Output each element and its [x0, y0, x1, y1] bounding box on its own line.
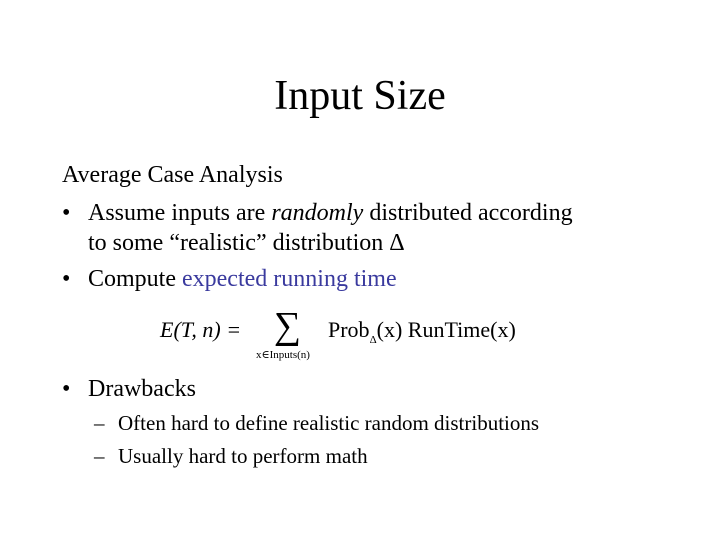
subbullet-hard-to-define: Often hard to define realistic random distributions [118, 411, 540, 435]
bullet-compute-expected [88, 264, 397, 294]
formula-lhs-text: E(T, n) = [160, 317, 242, 342]
bullet-drawbacks: Drawbacks [88, 376, 196, 402]
bullet-marker: • [62, 376, 71, 402]
formula-runtime: (x) RunTime(x) [376, 317, 516, 342]
subbullet-marker: – [94, 411, 105, 435]
section-heading: Average Case Analysis [62, 162, 283, 188]
bullet-marker: • [62, 266, 71, 292]
accent-expected-running-time: expected running time [182, 266, 397, 292]
bullet-text: distributed according [363, 200, 573, 226]
bullet-text: Compute [88, 266, 182, 292]
formula-lhs [160, 316, 241, 344]
bullet-marker: • [62, 200, 71, 226]
bullet-assume-inputs-continued: to some “realistic” distribution Δ [88, 230, 405, 256]
bullet-assume-inputs [88, 198, 573, 228]
summation-subscript: x∈Inputs(n) [256, 349, 310, 361]
bullet-text: Assume inputs are [88, 200, 272, 226]
formula-prob: Prob [328, 317, 370, 342]
emphasis-randomly: randomly [271, 200, 364, 226]
summation-symbol: ∑ [274, 305, 302, 347]
formula-rhs [328, 316, 516, 354]
subbullet-marker: – [94, 444, 105, 468]
expected-time-formula [150, 305, 570, 368]
subbullet-hard-math: Usually hard to perform math [118, 444, 368, 468]
slide-title: Input Size [274, 73, 446, 119]
formula-prob-subscript: Δ [369, 334, 377, 346]
